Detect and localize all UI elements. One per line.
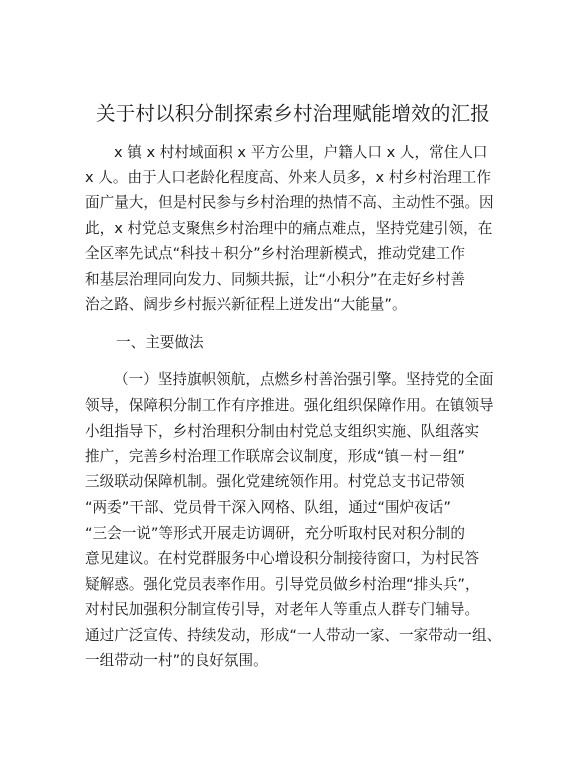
intro-line-6: 和基层治理同向发力、同频共振，让“小积分”在走好乡村善	[85, 271, 465, 288]
section-line-11: 通过广泛宣传、持续发动，形成“一人带动一家、一家带动一组、	[85, 627, 502, 644]
section-line-12: 一组带动一村”的良好氛围。	[85, 652, 268, 669]
intro-line-5: 全区率先试点“科技＋积分”乡村治理新模式，推动党建工作	[85, 245, 465, 262]
section-heading: 一、主要做法	[116, 334, 204, 351]
intro-line-3: 面广量大，但是村民参与乡村治理的热情不高、主动性不强。因	[85, 194, 494, 211]
section-line-4: 推广，完善乡村治理工作联席会议制度，形成“镇－村－组”	[85, 448, 465, 465]
intro-line-2: x 人。由于人口老龄化程度高、外来人员多，x 村乡村治理工作	[85, 169, 491, 186]
intro-line-4: 此，x 村党总支聚焦乡村治理中的痛点难点，坚持党建引领，在	[85, 220, 493, 237]
section-line-9: 疑解惑。强化党员表率作用。引导党员做乡村治理“排头兵”，	[85, 576, 480, 593]
intro-line-7: 治之路、阔步乡村振兴新征程上迸发出“大能量”。	[85, 296, 407, 313]
section-line-3: 小组指导下，乡村治理积分制由村党总支组织实施、队组落实	[85, 423, 480, 440]
document-title: 关于村以积分制探索乡村治理赋能增效的汇报	[95, 102, 490, 125]
intro-line-1: x 镇 x 村村域面积 x 平方公里，户籍人口 x 人，常住人口	[114, 144, 488, 161]
section-line-10: 对村民加强积分制宣传引导，对老年人等重点人群专门辅导。	[85, 601, 480, 618]
section-line-7: “三会一说”等形式开展走访调研，充分听取村民对积分制的	[85, 525, 465, 542]
section-line-2: 领导，保障积分制工作有序推进。强化组织保障作用。在镇领导	[85, 397, 494, 414]
section-line-1: （一）坚持旗帜领航，点燃乡村善治强引擎。坚持党的全面	[114, 371, 494, 388]
section-line-6: “两委”干部、党员骨干深入网格、队组，通过“围炉夜话”	[85, 499, 451, 516]
section-line-5: 三级联动保障机制。强化党建统领作用。村党总支书记带领	[85, 473, 465, 490]
section-line-8: 意见建议。在村党群服务中心增设积分制接待窗口，为村民答	[85, 550, 480, 567]
